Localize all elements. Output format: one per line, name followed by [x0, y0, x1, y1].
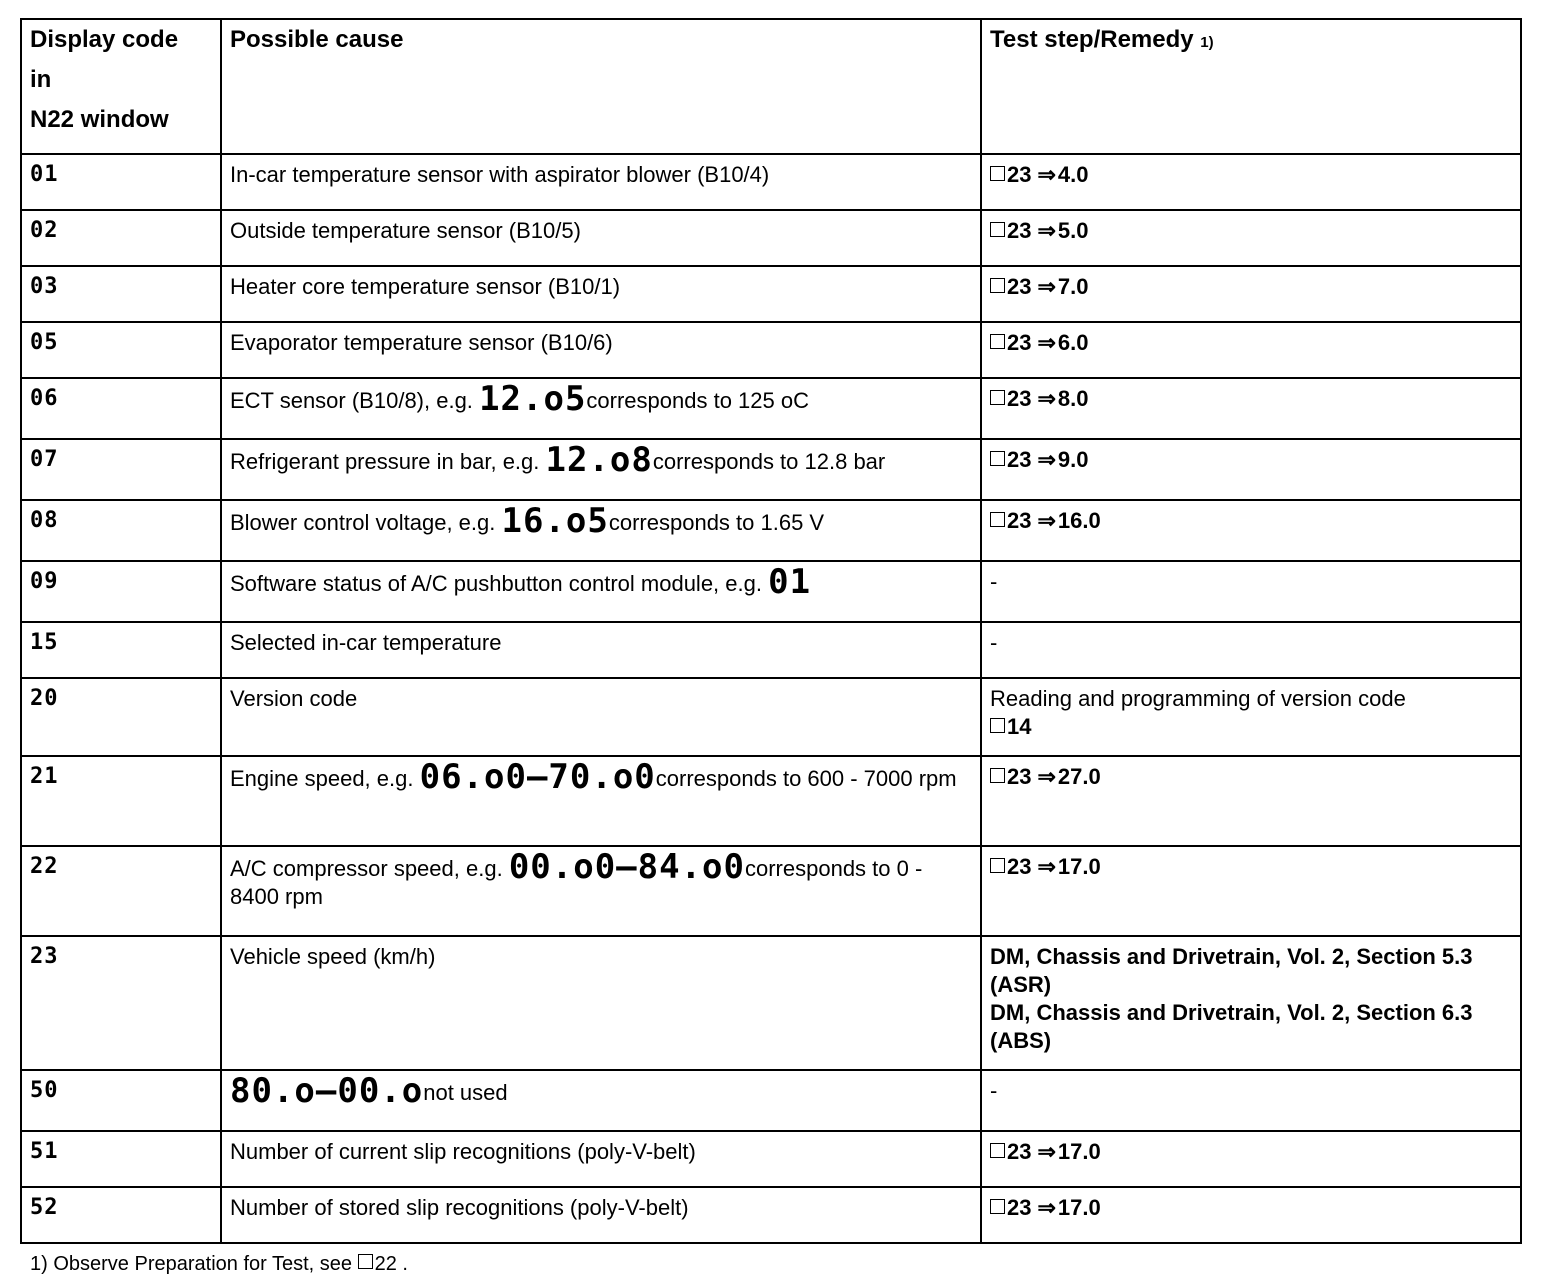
- remedy: [981, 756, 1521, 846]
- reference-box-icon: [990, 390, 1005, 405]
- table-row: [21, 322, 1521, 378]
- lcd-example-value: 00.o0–84.o0: [508, 847, 745, 887]
- display-code: 22: [21, 846, 221, 936]
- possible-cause: [221, 1070, 981, 1131]
- cause-text-after: corresponds to 12.8 bar: [652, 449, 886, 474]
- reference-box-icon: [990, 334, 1005, 349]
- reference-box-icon: [990, 718, 1005, 733]
- page-ref: 23: [1007, 508, 1032, 533]
- footnote-page-ref: 22: [374, 1253, 397, 1275]
- remedy: [981, 210, 1521, 266]
- reference-box-icon: [990, 451, 1005, 466]
- table-row: [21, 378, 1521, 439]
- display-code: 21: [21, 756, 221, 846]
- display-code: 05: [21, 322, 221, 378]
- page-ref: 23: [1007, 218, 1032, 243]
- step-ref: 17.0: [1057, 1195, 1101, 1220]
- implies-arrow-icon: ⇒: [1037, 218, 1056, 243]
- step-ref: 9.0: [1057, 447, 1089, 472]
- cause-text: Software status of A/C pushbutton control module, e.g.: [230, 571, 762, 596]
- remedy: -: [981, 561, 1521, 622]
- reference-box-icon: [990, 512, 1005, 527]
- table-header-row: [21, 19, 1521, 154]
- header-test-step: [981, 19, 1521, 154]
- page-ref: 23: [1007, 330, 1032, 355]
- table-row: [21, 936, 1521, 1070]
- page-ref: 23: [1007, 162, 1032, 187]
- possible-cause: Number of stored slip recognitions (poly-V-belt): [221, 1187, 981, 1243]
- display-code: 52: [21, 1187, 221, 1243]
- implies-arrow-icon: ⇒: [1037, 386, 1056, 411]
- page-ref: 23: [1007, 854, 1032, 879]
- step-ref: 17.0: [1057, 1139, 1101, 1164]
- table-row: [21, 500, 1521, 561]
- reference-box-icon: [990, 166, 1005, 181]
- remedy: [981, 439, 1521, 500]
- step-ref: 27.0: [1057, 764, 1101, 789]
- possible-cause: Heater core temperature sensor (B10/1): [221, 266, 981, 322]
- table-row: [21, 846, 1521, 936]
- table-row: [21, 210, 1521, 266]
- cause-text-after: corresponds to 600 - 7000 rpm: [655, 766, 957, 791]
- reference-box-icon: [990, 1199, 1005, 1214]
- cause-text: Engine speed, e.g.: [230, 766, 414, 791]
- remedy: -: [981, 1070, 1521, 1131]
- table-row: [21, 756, 1521, 846]
- display-code: 09: [21, 561, 221, 622]
- implies-arrow-icon: ⇒: [1037, 764, 1056, 789]
- possible-cause: [221, 756, 981, 846]
- cause-text-after: corresponds to 1.65 V: [608, 510, 825, 535]
- cause-text: ECT sensor (B10/8), e.g.: [230, 388, 473, 413]
- implies-arrow-icon: ⇒: [1037, 1195, 1056, 1220]
- possible-cause: Outside temperature sensor (B10/5): [221, 210, 981, 266]
- lcd-example-value: 06.o0–70.o0: [419, 757, 656, 797]
- lcd-example-value: 80.o–00.o: [230, 1071, 424, 1111]
- header-possible-cause-label: Possible cause: [230, 26, 404, 53]
- header-display-code-line2: in: [30, 66, 52, 93]
- table-row: [21, 678, 1521, 756]
- display-code: 51: [21, 1131, 221, 1187]
- display-code: 08: [21, 500, 221, 561]
- header-display-code-line1: Display code: [30, 26, 179, 53]
- reference-box-icon: [990, 278, 1005, 293]
- table-row: [21, 622, 1521, 678]
- step-ref: 17.0: [1057, 854, 1101, 879]
- implies-arrow-icon: ⇒: [1037, 854, 1056, 879]
- header-possible-cause: [221, 19, 981, 154]
- table-row: [21, 561, 1521, 622]
- remedy: [981, 266, 1521, 322]
- cause-text: Blower control voltage, e.g.: [230, 510, 496, 535]
- cause-text: A/C compressor speed, e.g.: [230, 856, 503, 881]
- implies-arrow-icon: ⇒: [1037, 162, 1056, 187]
- step-ref: 16.0: [1057, 508, 1101, 533]
- page-ref: 23: [1007, 447, 1032, 472]
- lcd-example-value: 01: [768, 562, 812, 602]
- cause-text-after: corresponds to 0 - 8400 rpm: [230, 856, 923, 909]
- implies-arrow-icon: ⇒: [1037, 508, 1056, 533]
- possible-cause: [221, 500, 981, 561]
- remedy: [981, 322, 1521, 378]
- display-code: 20: [21, 678, 221, 756]
- reference-box-icon: [990, 858, 1005, 873]
- display-code-table: [20, 18, 1522, 1244]
- table-row: [21, 1131, 1521, 1187]
- possible-cause: Evaporator temperature sensor (B10/6): [221, 322, 981, 378]
- remedy: [981, 936, 1521, 1070]
- remedy-text-asr: DM, Chassis and Drivetrain, Vol. 2, Section 5.3 (ASR): [990, 944, 1473, 997]
- cause-text: Refrigerant pressure in bar, e.g.: [230, 449, 540, 474]
- remedy: [981, 846, 1521, 936]
- cause-text-after: corresponds to 125 oC: [586, 388, 809, 413]
- reference-box-icon: [990, 222, 1005, 237]
- possible-cause: Number of current slip recognitions (poly-V-belt): [221, 1131, 981, 1187]
- display-code: 03: [21, 266, 221, 322]
- footnote: [30, 1253, 408, 1276]
- lcd-example-value: 12.o5: [479, 379, 587, 419]
- footnote-end: .: [402, 1253, 408, 1275]
- header-footnote-marker: 1): [1200, 34, 1214, 51]
- implies-arrow-icon: ⇒: [1037, 1139, 1056, 1164]
- remedy: [981, 378, 1521, 439]
- display-code: 50: [21, 1070, 221, 1131]
- step-ref: 4.0: [1057, 162, 1089, 187]
- header-test-step-label: Test step/Remedy: [990, 26, 1194, 53]
- implies-arrow-icon: ⇒: [1037, 330, 1056, 355]
- possible-cause: [221, 378, 981, 439]
- table-row: [21, 154, 1521, 210]
- display-code: 02: [21, 210, 221, 266]
- display-code: 06: [21, 378, 221, 439]
- header-display-code-line3: N22 window: [30, 106, 169, 133]
- display-code: 23: [21, 936, 221, 1070]
- reference-box-icon: [358, 1254, 373, 1269]
- possible-cause: [221, 439, 981, 500]
- display-code: 15: [21, 622, 221, 678]
- page-ref: 23: [1007, 1195, 1032, 1220]
- step-ref: 6.0: [1057, 330, 1089, 355]
- remedy: [981, 1187, 1521, 1243]
- cause-text-after: not used: [423, 1080, 508, 1105]
- possible-cause: Vehicle speed (km/h): [221, 936, 981, 1070]
- remedy: -: [981, 622, 1521, 678]
- possible-cause: Version code: [221, 678, 981, 756]
- page-ref: 14: [1007, 714, 1032, 739]
- remedy: [981, 500, 1521, 561]
- table-row: [21, 266, 1521, 322]
- table-row: [21, 1187, 1521, 1243]
- possible-cause: Selected in-car temperature: [221, 622, 981, 678]
- remedy: [981, 1131, 1521, 1187]
- page-ref: 23: [1007, 386, 1032, 411]
- page-ref: 23: [1007, 1139, 1032, 1164]
- remedy-text: Reading and programming of version code: [990, 686, 1406, 711]
- reference-box-icon: [990, 768, 1005, 783]
- step-ref: 7.0: [1057, 274, 1089, 299]
- display-code: 07: [21, 439, 221, 500]
- possible-cause: [221, 561, 981, 622]
- page-ref: 23: [1007, 764, 1032, 789]
- table-row: [21, 1070, 1521, 1131]
- reference-box-icon: [990, 1143, 1005, 1158]
- remedy: [981, 678, 1521, 756]
- step-ref: 5.0: [1057, 218, 1089, 243]
- footnote-text: 1) Observe Preparation for Test, see: [30, 1253, 353, 1275]
- remedy: [981, 154, 1521, 210]
- implies-arrow-icon: ⇒: [1037, 274, 1056, 299]
- possible-cause: In-car temperature sensor with aspirator blower (B10/4): [221, 154, 981, 210]
- step-ref: 8.0: [1057, 386, 1089, 411]
- possible-cause: [221, 846, 981, 936]
- page-ref: 23: [1007, 274, 1032, 299]
- implies-arrow-icon: ⇒: [1037, 447, 1056, 472]
- remedy-text-abs: DM, Chassis and Drivetrain, Vol. 2, Section 6.3 (ABS): [990, 1000, 1473, 1053]
- display-code: 01: [21, 154, 221, 210]
- lcd-example-value: 12.o8: [545, 440, 653, 480]
- table-row: [21, 439, 1521, 500]
- lcd-example-value: 16.o5: [501, 501, 609, 541]
- header-display-code: [21, 19, 221, 154]
